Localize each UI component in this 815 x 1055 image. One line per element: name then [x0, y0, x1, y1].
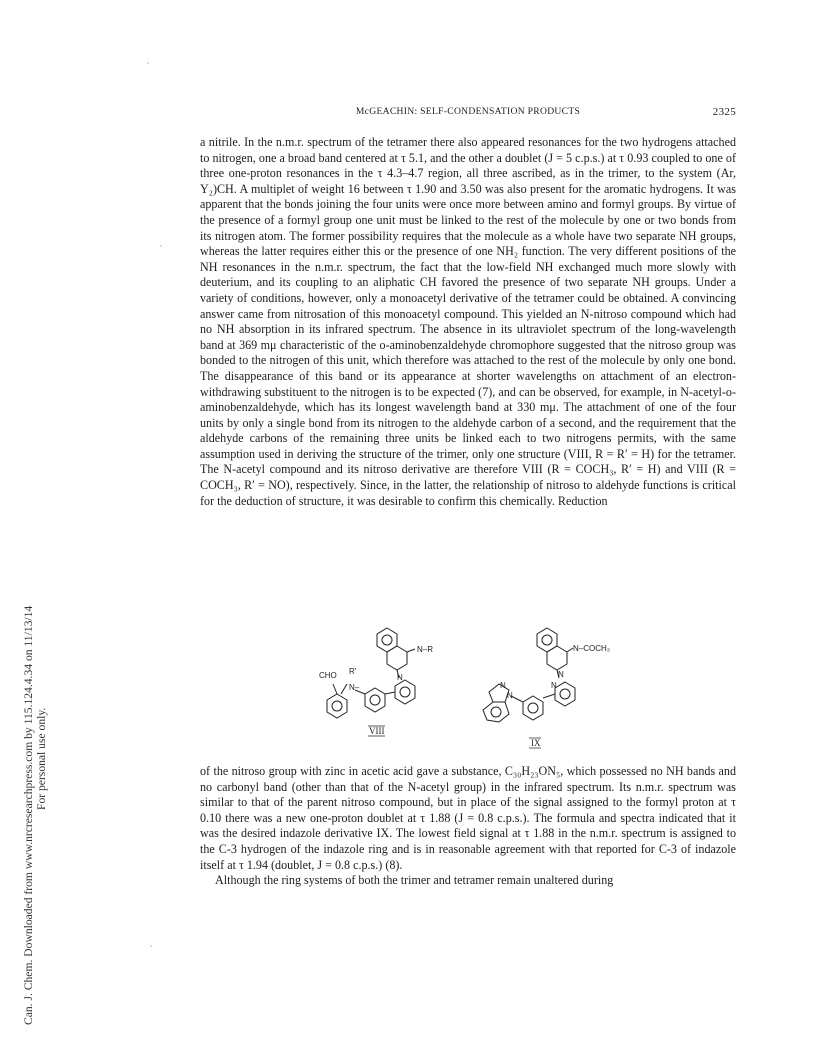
group-nr: N–R: [417, 645, 434, 654]
paragraph-text: a nitrile. In the n.m.r. spectrum of the tetramer there also appeared resonances for the two hydrogens attached to nitrogen, one a broad band centered at τ 5.1, and the other a doublet (J = 5 c.p.s.) at τ 0.93 coupled to one of three one-proton resonances in the τ 4.3–4.7 region, all three ascribed, as in the trimer, to the system (Ar, Y₂)CH. A multiplet of weight 16 between τ 1.90 and 3.50 was also present for the aromatic hydrogens. It was apparent that the bonds joining the four units were once more between amino and formyl groups. By virtue of the presence of a formyl group one unit must be linked to the rest of the molecule by one or two bonds from its nitrogen atom. The former possibility requires that the molecule as a whole have two separate NH groups, whereas the latter requires either this or the presence of one NH₂ function. The very different positions of the NH resonances in the n.m.r. spectrum, the fact that the low-field NH exchanged much more slowly with deuterium, and its coupling to an aliphatic CH favored the presence of two separate NH groups. Under a variety of conditions, however, only a monoacetyl derivative of the tetramer could be obtained. A convincing answer came from nitrosation of this monoacetyl compound. This yielded an N-nitroso compound which had no NH absorption in its infrared spectrum. The absence in its ultraviolet spectrum of the long-wavelength band at 369 mμ characteristic of the o-aminobenzaldehyde chromophore suggested that the nitroso group was bonded to the nitrogen of this unit, which therefore was attached to the rest of the molecule by only one bond. The disappearance of this band or its appearance at shorter wavelengths on attachment of an electron-withdrawing substituent to the nitrogen is to be expected (7), and can be observed, for example, in N-acetyl-o-aminobenzaldehyde, which has its longest wavelength band at 330 mμ. The attachment of one of the four units by only a single bond from its nitrogen to the aldehyde carbon of a second, and the requirement that the aldehyde carbons of the remaining three units be linked each to two nitrogens permits, with the same assumption used in deriving the structure of the trimer, only one structure (VIII, R = R′ = H) for the tetramer. The N-acetyl compound and its nitroso derivative are therefore VIII (R = COCH₃, R′ = H) and VIII (R = COCH₃, R′ = NO), respectively. Since, in the latter, the relationship of nitroso to aldehyde functions is critical for the deduction of structure, it was desirable to confirm this chemically. Reduction: [200, 135, 736, 508]
download-notice: [0, 0, 48, 1055]
benzene-ring-center: [365, 688, 385, 712]
scan-speck: [160, 245, 162, 247]
n-left-viii: N–: [349, 683, 360, 692]
group-ncoch3: N–COCH₃: [573, 644, 611, 653]
heterocycle-ring-ix: [547, 646, 567, 670]
benzene-ring-right-ix: [555, 682, 575, 706]
benzene-ring-right: [395, 680, 415, 704]
group-r-prime: R′: [349, 667, 357, 676]
personal-use-notice: For personal use only.: [35, 707, 48, 810]
benzene-ring-top: [377, 628, 397, 652]
paragraph-text: Although the ring systems of both the trimer and tetramer remain unaltered during: [215, 873, 614, 888]
n-indazole-ix: N: [500, 681, 506, 690]
running-header: [200, 106, 736, 122]
n-ring-ix: N: [551, 681, 557, 690]
benzene-ring-top-ix: [537, 628, 557, 652]
label-viii: VIII: [369, 726, 385, 736]
download-notice-line: Can. J. Chem. Downloaded from www.nrcresearchpress.com by 115.124.4.34 on 11/13/14: [22, 605, 35, 1025]
label-ix: IX: [531, 738, 541, 748]
n-indazole2-ix: N: [507, 691, 513, 700]
indazole-pyrazole: [489, 684, 509, 702]
structures-svg: [315, 622, 615, 752]
n-center-ix: N: [558, 670, 564, 679]
body-paragraph-2: [200, 764, 736, 889]
benzene-ring-center-ix: [523, 696, 543, 720]
group-cho: CHO: [319, 671, 337, 680]
page-number: 2325: [712, 106, 736, 118]
body-paragraph-1: [200, 135, 736, 509]
benzene-ring-left: [327, 694, 347, 718]
n-center-viii: N: [397, 673, 403, 682]
scan-speck: [147, 62, 149, 64]
heterocycle-ring: [387, 646, 407, 670]
running-title: McGEACHIN: SELF-CONDENSATION PRODUCTS: [355, 106, 581, 117]
scan-speck: [150, 945, 152, 947]
chemical-structures: [315, 622, 615, 752]
indazole-benzene: [483, 702, 509, 722]
paragraph-text: of the nitroso group with zinc in acetic acid gave a substance, C₃₀H₂₃ON₅, which possessed no NH bands and no carbonyl band (other than that of the N-acetyl group) in the infrared spectrum. Its n.m.r. spectrum was similar to that of the parent nitroso compound, but in place of the signal assigned to the formyl proton at τ 0.10 there was a new one-proton doublet at τ 1.88 (J = 0.8 c.p.s.). The formula and spectra indicated that it was the desired indazole derivative IX. The lowest field signal at τ 1.88 in the n.m.r. spectrum is assigned to the C-3 hydrogen of the indazole ring and is in reasonable agreement with that reported for C-3 of indazole itself at τ 1.94 (doublet, J = 0.8 c.p.s.) (8).: [200, 764, 736, 872]
